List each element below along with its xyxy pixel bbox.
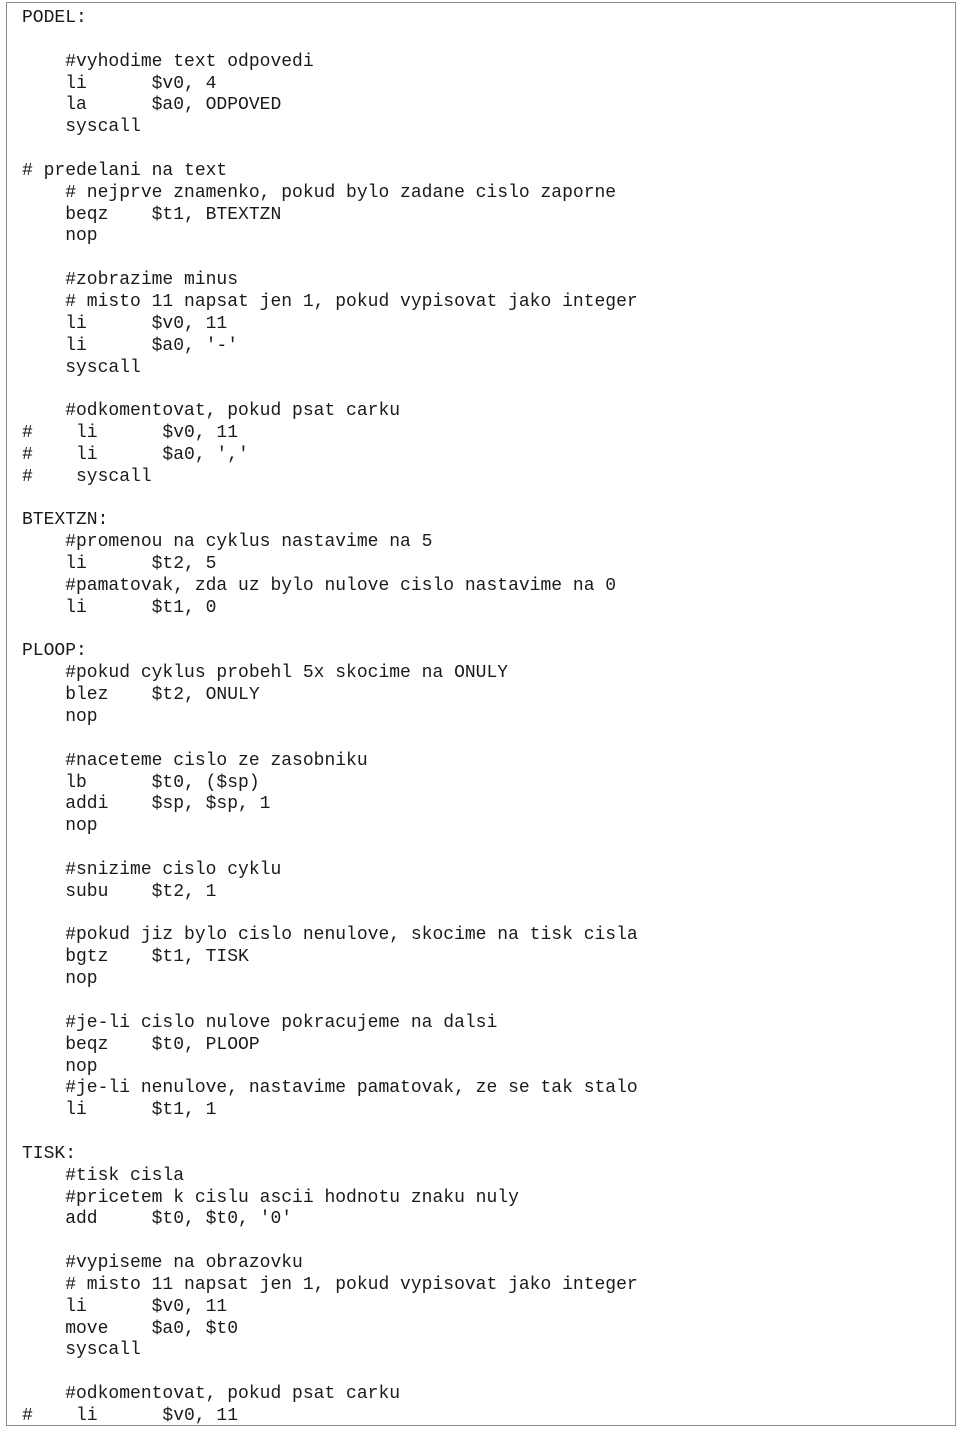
code-line: #naceteme cislo ze zasobniku (22, 750, 368, 771)
code-line: bgtz $t1, TISK (22, 947, 249, 968)
code-line (22, 729, 638, 751)
code-line (22, 1122, 638, 1144)
code-line: subu $t2, 1 (22, 881, 217, 902)
code-line (22, 1362, 638, 1384)
code-line (22, 248, 638, 270)
code-line: syscall (22, 357, 141, 378)
code-line: #promenou na cyklus nastavime na 5 (22, 532, 433, 553)
code-line: #zobrazime minus (22, 270, 239, 291)
code-line: add $t0, $t0, '0' (22, 1209, 293, 1230)
code-line (22, 1231, 638, 1253)
code-line: # nejprve znamenko, pokud bylo zadane cislo zaporne (22, 182, 617, 203)
code-line: li $v0, 4 (22, 73, 217, 94)
code-line: syscall (22, 1340, 141, 1361)
code-line: move $a0, $t0 (22, 1318, 239, 1339)
code-line (22, 489, 638, 511)
code-line: #pokud cyklus probehl 5x skocime na ONULY (22, 663, 509, 684)
code-line: # li $v0, 11 (22, 423, 239, 444)
code-line: nop (22, 226, 98, 247)
code-line: beqz $t1, BTEXTZN (22, 204, 282, 225)
code-line: #odkomentovat, pokud psat carku (22, 401, 401, 422)
code-line: nop (22, 969, 98, 990)
code-listing-frame (6, 2, 956, 1426)
code-line: #snizime cislo cyklu (22, 859, 282, 880)
code-line: li $t1, 0 (22, 597, 217, 618)
code-line: beqz $t0, PLOOP (22, 1034, 260, 1055)
code-line: # misto 11 napsat jen 1, pokud vypisovat jako integer (22, 291, 638, 312)
code-line: #pricetem k cislu ascii hodnotu znaku nuly (22, 1187, 519, 1208)
code-line: li $a0, '-' (22, 335, 239, 356)
code-line: blez $t2, ONULY (22, 685, 260, 706)
code-line: #pokud jiz bylo cislo nenulove, skocime na tisk cisla (22, 925, 638, 946)
code-line (22, 379, 638, 401)
code-line: lb $t0, ($sp) (22, 772, 260, 793)
code-line: #vyhodime text odpovedi (22, 51, 314, 72)
code-line (22, 30, 638, 52)
code-line: nop (22, 1056, 98, 1077)
code-line: # li $v0, 11 (22, 1406, 239, 1426)
code-line: li $t2, 5 (22, 554, 217, 575)
code-line: nop (22, 816, 98, 837)
code-line: #odkomentovat, pokud psat carku (22, 1384, 401, 1405)
code-line: #je-li cislo nulove pokracujeme na dalsi (22, 1012, 498, 1033)
code-line: # li $a0, ',' (22, 444, 249, 465)
code-line: #pamatovak, zda uz bylo nulove cislo nastavime na 0 (22, 575, 617, 596)
code-line (22, 139, 638, 161)
code-line: # misto 11 napsat jen 1, pokud vypisovat jako integer (22, 1274, 638, 1295)
code-line: #je-li nenulove, nastavime pamatovak, ze se tak stalo (22, 1078, 638, 1099)
code-listing (22, 8, 638, 1428)
code-line: li $v0, 11 (22, 313, 228, 334)
code-line: # syscall (22, 466, 152, 487)
code-line: PLOOP: (22, 641, 87, 662)
code-line (22, 620, 638, 642)
code-line: #vypiseme na obrazovku (22, 1253, 303, 1274)
code-line (22, 991, 638, 1013)
code-line (22, 904, 638, 926)
code-line: li $v0, 11 (22, 1296, 228, 1317)
code-line (22, 838, 638, 860)
code-line: nop (22, 707, 98, 727)
code-line: li $t1, 1 (22, 1100, 217, 1121)
code-line: BTEXTZN: (22, 510, 109, 531)
code-line: la $a0, ODPOVED (22, 95, 282, 116)
code-line: #tisk cisla (22, 1165, 185, 1186)
code-line: syscall (22, 117, 141, 138)
code-line: # predelani na text (22, 160, 228, 181)
code-line: TISK: (22, 1143, 77, 1164)
code-line: PODEL: (22, 8, 87, 28)
code-line: addi $sp, $sp, 1 (22, 794, 271, 815)
